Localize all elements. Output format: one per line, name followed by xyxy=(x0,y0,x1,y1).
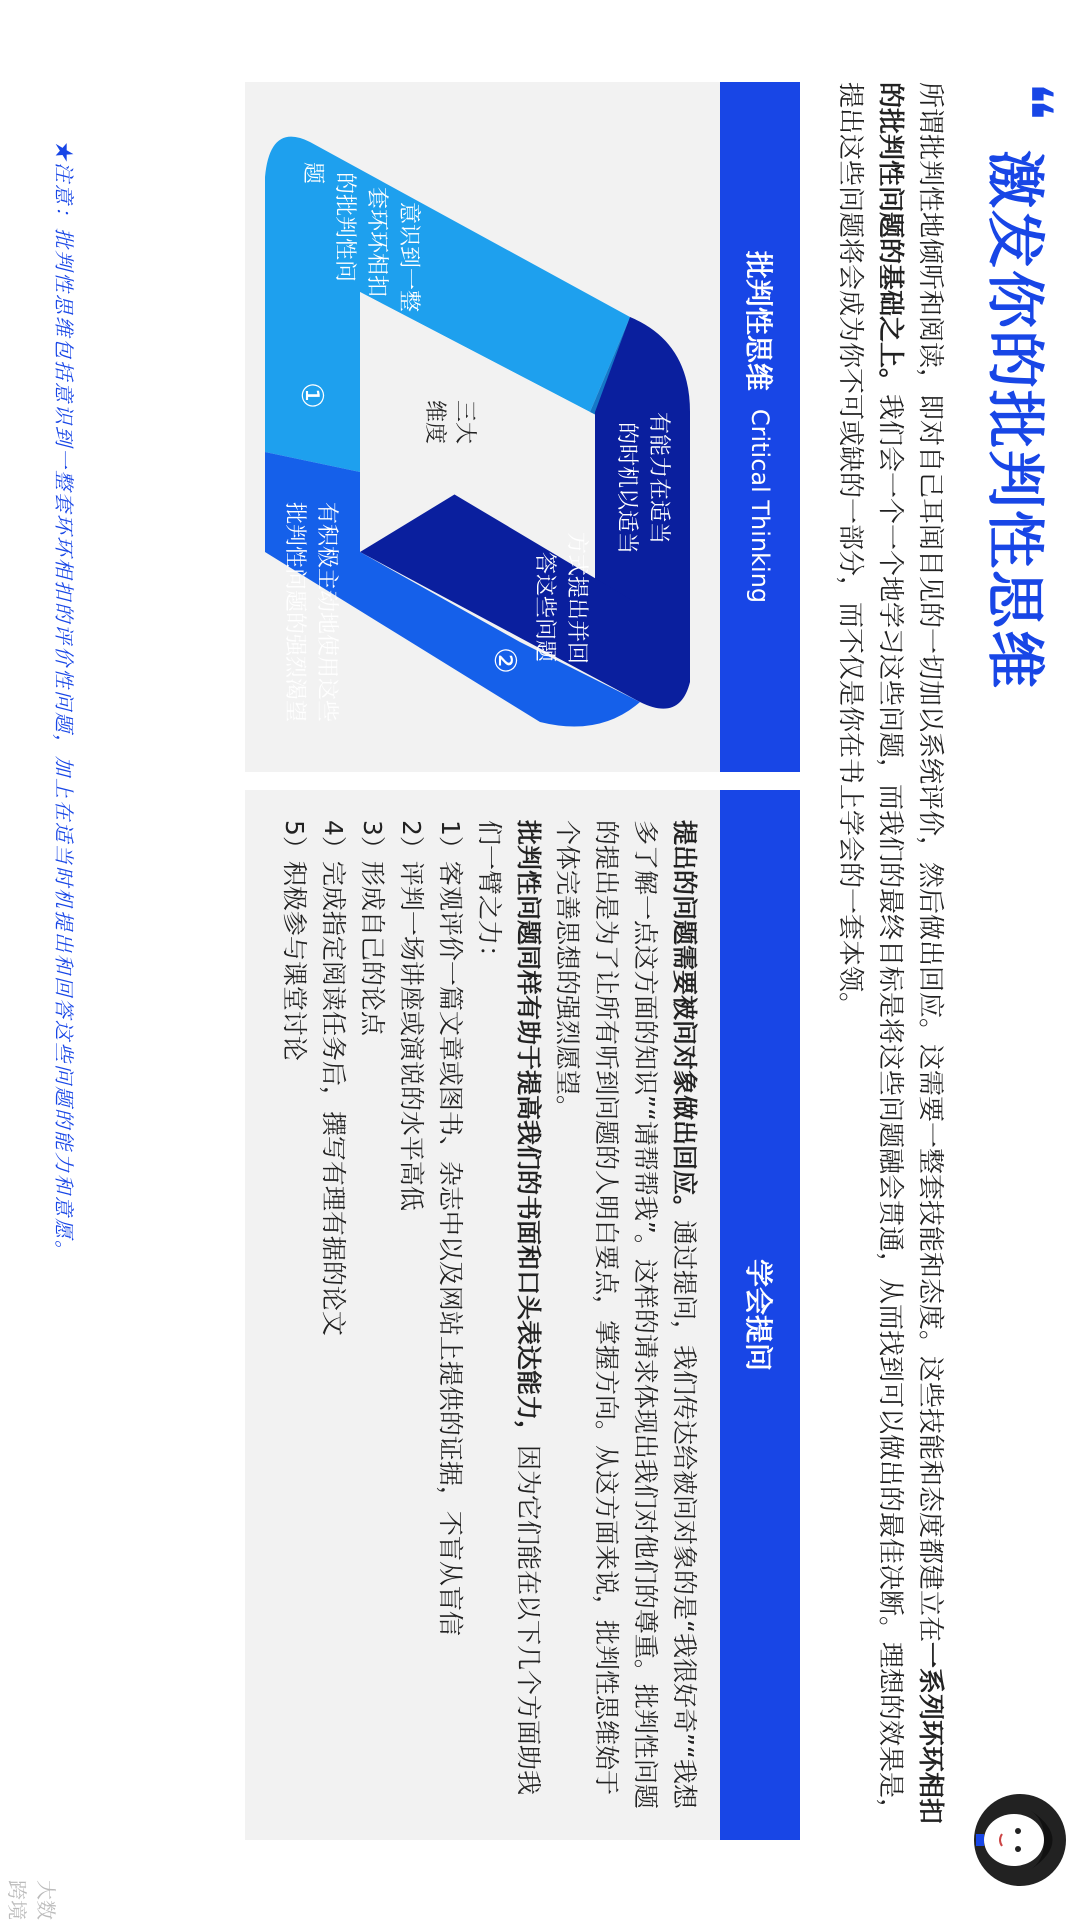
segment-2-line-3: 方式提出并回 xyxy=(564,532,589,665)
avatar-icon xyxy=(970,1790,1070,1890)
three-dimension-diagram xyxy=(245,82,720,772)
paragraph-2 xyxy=(470,820,548,1810)
critical-thinking-card xyxy=(245,82,800,772)
benefit-list xyxy=(275,820,470,1810)
segment-1-line-4: 题 xyxy=(300,162,325,185)
paragraph-2-text: 因为它们能在以下几个方面助我们一臂之力： xyxy=(475,820,543,1796)
list-item: 4）完成指定阅读任务后，撰写有理有据的论文 xyxy=(319,820,348,1336)
footer-note: ★注意：批判性思维包括意识到一整套环环相扣的评价性问题，加上在适当时机提出和回答这些问题的能力和意愿。 xyxy=(52,140,76,1262)
paragraph-1-bold: 提出的问题需要被问对象做出回应。 xyxy=(670,820,699,1221)
segment-2-line-1: 有能力在适当 xyxy=(646,412,671,545)
segment-2-number: ② xyxy=(487,647,522,674)
segment-1-number: ① xyxy=(294,382,329,409)
critical-thinking-header xyxy=(720,82,800,772)
segment-2-line-2: 的时机以适当 xyxy=(614,422,639,555)
quote-mark-icon: ❛❛ xyxy=(991,82,1065,115)
critical-thinking-title-en: Critical Thinking xyxy=(746,408,774,604)
page-title: 激发你的批判性思维 xyxy=(981,150,1049,691)
intro-text-1: 所谓批判性地倾听和阅读，即对自己耳闻目见的一切加以系统评价，然后做出回应。这需要一整套技能和态度。这些技能和态度都建立在 xyxy=(915,82,945,1643)
segment-1-line-2: 套环环相扣 xyxy=(364,187,389,298)
watermark: 大数跨境 xyxy=(5,1880,58,1920)
segment-2-line-4: 答这些问题 xyxy=(532,552,557,663)
segment-1-line-3: 的批判性问 xyxy=(332,172,357,283)
learn-to-ask-body xyxy=(275,790,720,1840)
center-label-1: 三大 xyxy=(452,399,477,445)
paragraph-1 xyxy=(548,820,704,1810)
critical-thinking-title: 批判性思维 xyxy=(742,250,775,391)
list-item: 2）评判一场讲座或演说的水平高低 xyxy=(397,820,426,1211)
learn-to-ask-header xyxy=(720,790,800,1840)
intro-paragraph xyxy=(830,82,950,1842)
center-label-2: 维度 xyxy=(422,399,447,445)
segment-1-line-1: 意识到一整 xyxy=(396,202,421,313)
segment-3-line-1: 有积极主动地使用这些 xyxy=(314,502,339,723)
list-item: 1）客观评价一篇文章或图书、杂志中以及网站上提供的证据，不盲从盲信 xyxy=(436,820,465,1636)
learn-to-ask-title: 学会提问 xyxy=(742,1258,775,1371)
learn-to-ask-card xyxy=(245,790,800,1840)
intro-text-bold: 一系列环环相扣的批判性问题的基础之上。 xyxy=(875,82,945,1825)
list-item: 5）积极参与课堂讨论 xyxy=(280,820,309,1061)
segment-3-line-2: 批判性问题的强烈渴望 xyxy=(282,502,307,723)
paragraph-2-bold: 批判性问题同样有助于提高我们的书面和口头表达能力， xyxy=(514,820,543,1446)
paragraph-1-text: 通过提问，我们传达给被问对象的是“我很好奇”“我想多了解一点这方面的知识”“请帮帮我”。这样的请求体现出我们对他们的尊重。批判性问题的提出是为了让所有听到问题的人明白要点，掌握方向。从这方面来说，批判性思维始于个体完善思想的强烈愿望。 xyxy=(553,820,699,1809)
list-item: 3）形成自己的论点 xyxy=(358,820,387,1036)
intro-text-2: 我们会一个一个地学习这些问题，而我们的最终目标是将这些问题融会贯通，从而找到可以做出的最佳决断。理想的效果是，提出这些问题将会成为你不可或缺的一部分，而不仅是你在书上学会的一套本领。 xyxy=(835,82,905,1825)
